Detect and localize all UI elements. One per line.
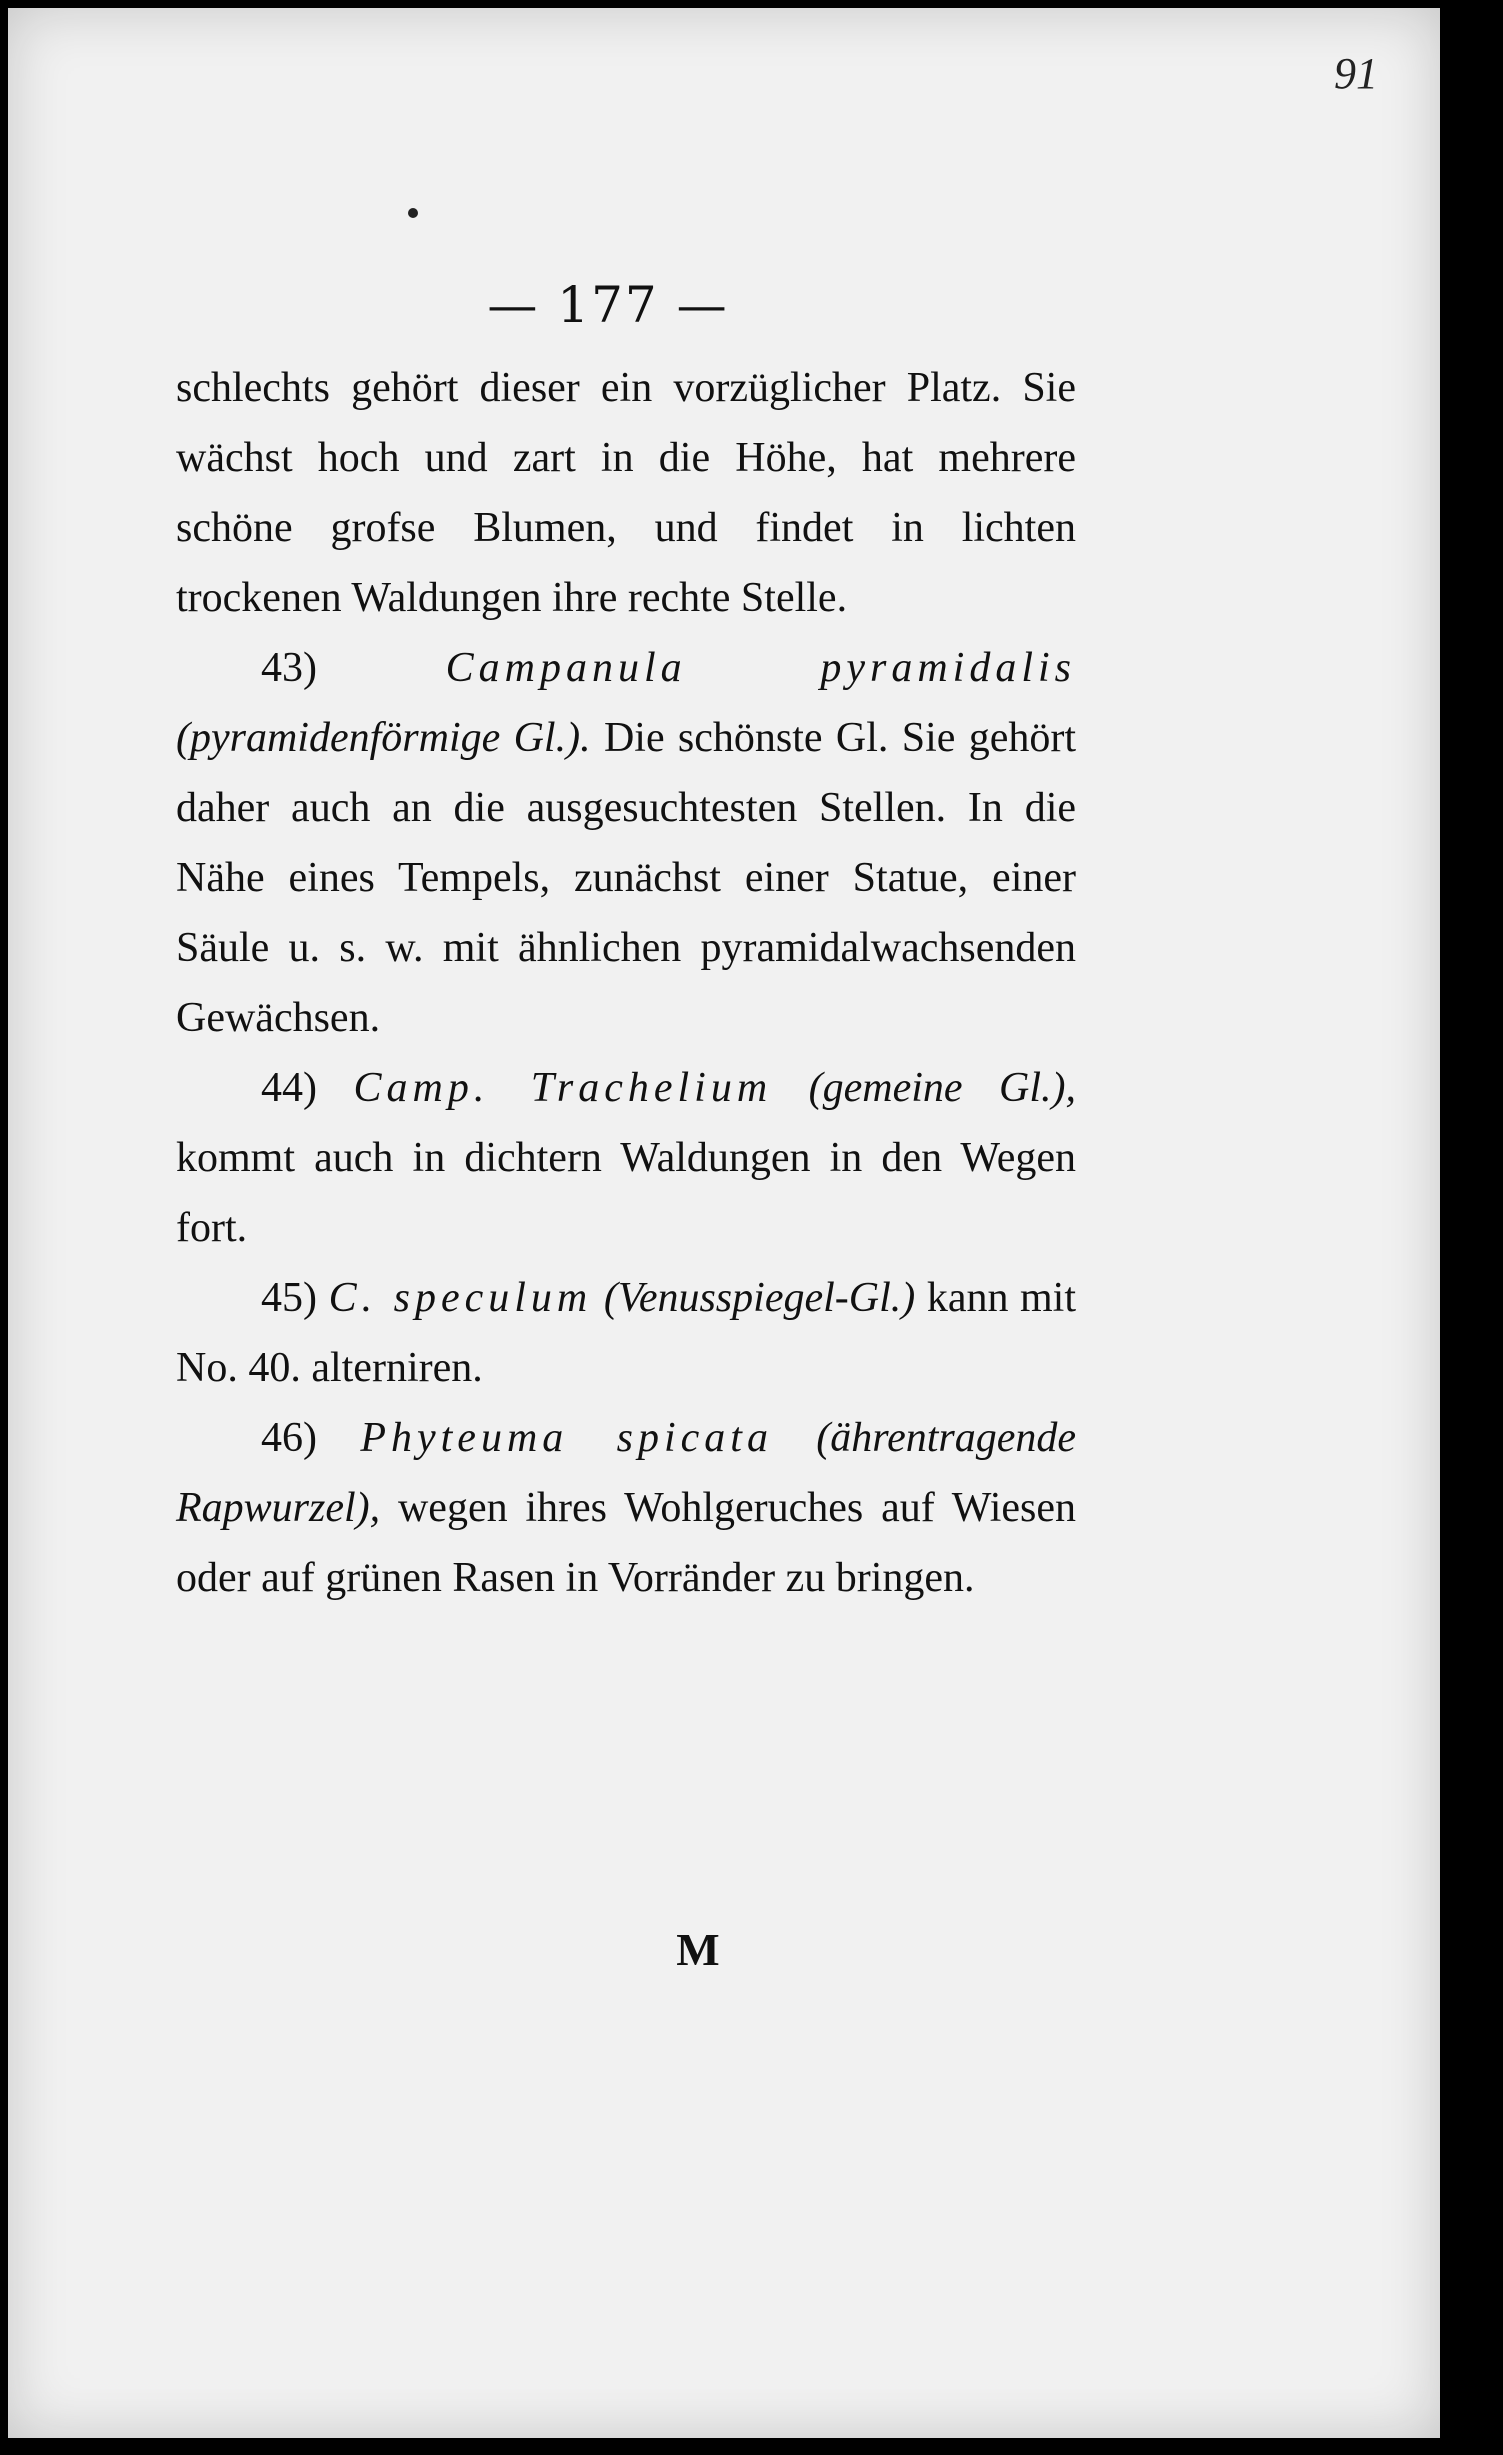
signature-mark: M <box>676 1924 720 1975</box>
german-name-45: (Venusspiegel-Gl.) <box>603 1275 916 1321</box>
entry-number-46: 46) <box>261 1415 317 1461</box>
description-46: wegen ihres Wohlgeruches auf Wiesen oder auf grünen Rasen in Vorränder zu bringen. <box>176 1485 1077 1601</box>
latin-name-44: Camp. Trachelium <box>353 1065 773 1111</box>
entry-number-45: 45) <box>261 1275 317 1321</box>
paragraph-intro-text: schlechts gehört dieser ein vorzüglicher Platz. Sie wächst hoch und zart in die Höhe, hat mehrere schöne grofse Blumen, und findet in lichten trockenen Waldungen ihre rechte Stelle. <box>176 365 1076 621</box>
ink-dot <box>408 208 418 218</box>
german-name-46: (ährentragende Rapwurzel), <box>176 1415 1077 1531</box>
description-45: kann mit No. 40. alterniren. <box>176 1275 1077 1391</box>
german-name-43: (pyramidenförmige Gl.). <box>176 715 591 761</box>
book-page <box>8 8 1440 2438</box>
page-body <box>176 353 1076 1613</box>
paragraph-43 <box>176 633 1076 1053</box>
paragraph-45 <box>176 1263 1076 1403</box>
paragraph-46 <box>176 1403 1076 1613</box>
latin-name-43: Campanula pyramidalis <box>445 645 1076 691</box>
paragraph-44 <box>176 1053 1076 1263</box>
german-name-44: (gemeine Gl.), <box>808 1065 1077 1111</box>
entry-number-43: 43) <box>261 645 317 691</box>
latin-name-46: Phyteuma spicata <box>360 1415 773 1461</box>
description-44: kommt auch in dichtern Waldungen in den Wegen fort. <box>176 1135 1076 1251</box>
page-number: — 177 — <box>487 276 729 334</box>
handwritten-page-note: 91 <box>1334 49 1378 98</box>
entry-number-44: 44) <box>261 1065 317 1111</box>
paragraph-intro <box>176 353 1076 633</box>
description-43: Die schönste Gl. Sie gehört daher auch an die ausgesuchtesten Stellen. In die Nähe eines Tempels, zunächst einer Statue, einer Säule u. s. w. mit ähnlichen pyramidalwachsenden Gewächsen. <box>176 715 1077 1041</box>
latin-name-45: C. speculum <box>328 1275 593 1321</box>
